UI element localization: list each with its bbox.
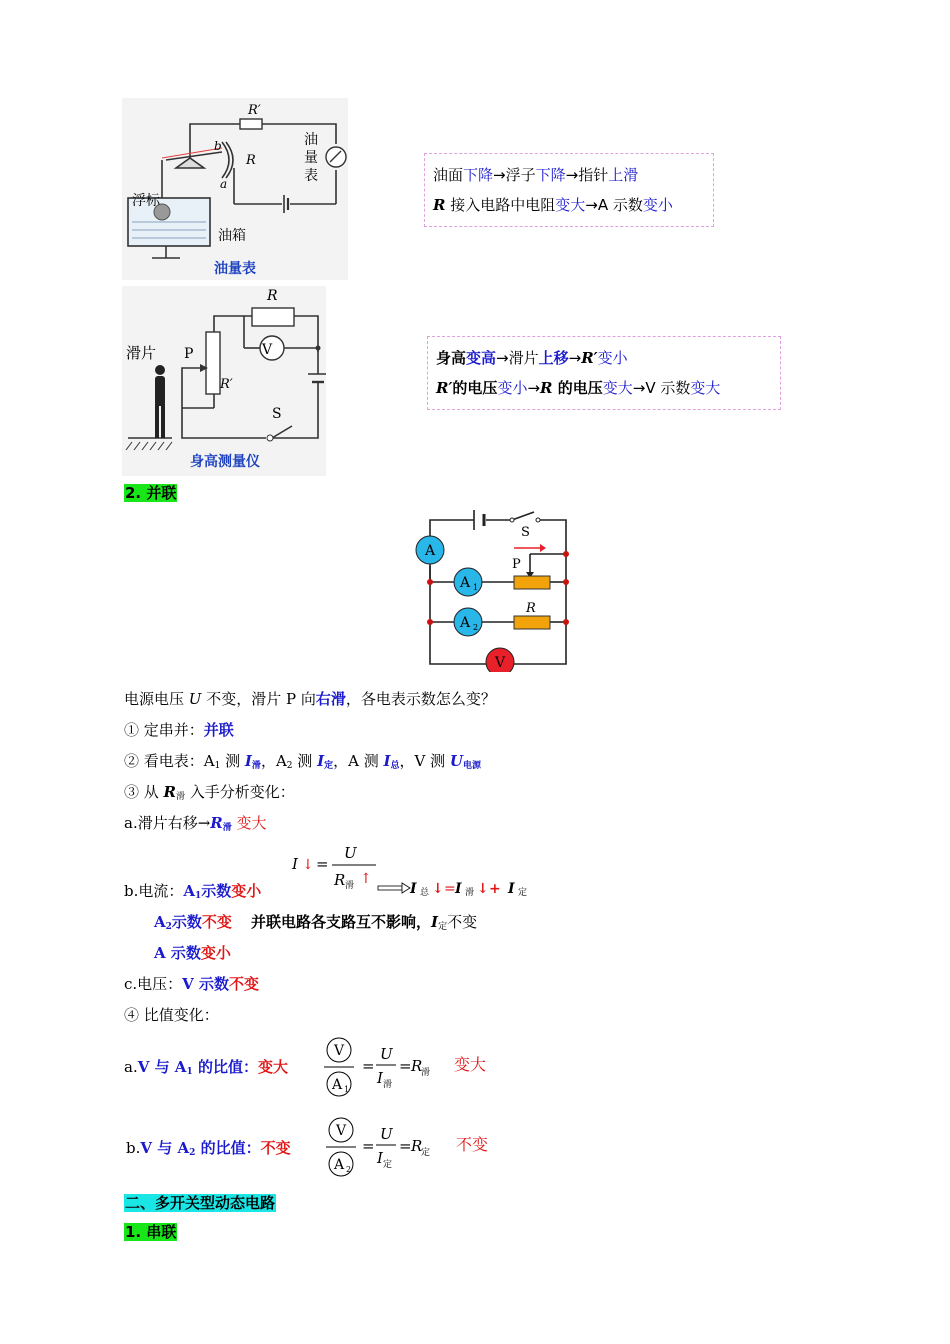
label-p: P [512, 557, 521, 572]
label-s: S [521, 525, 530, 540]
svg-text:滑: 滑 [383, 1080, 393, 1090]
svg-text:U: U [380, 1125, 393, 1143]
box1-line1: 油面下降→浮子下降→指针上滑 [433, 166, 639, 184]
label-a2: A [459, 615, 471, 631]
svg-text:U: U [344, 844, 357, 862]
label-float: 浮标 [132, 193, 160, 209]
step3c-line: c.电压：V 示数不变 [124, 975, 260, 993]
svg-text:V: V [333, 1043, 345, 1059]
parallel-circuit-diagram [408, 506, 578, 672]
svg-text:I: I [455, 881, 462, 897]
svg-text:A: A [333, 1157, 345, 1173]
svg-text:I: I [508, 881, 515, 897]
ratio-a-formula [320, 1034, 510, 1102]
svg-text:总: 总 [420, 888, 430, 898]
label-r-prime: R′ [248, 103, 261, 118]
svg-text:I: I [377, 1069, 383, 1087]
section-parallel-heading: 2. 并联 [125, 484, 177, 502]
svg-text:2: 2 [346, 1165, 352, 1174]
label-meter-2: 量 [304, 150, 318, 166]
label-r: R [267, 288, 278, 304]
person-silhouette [155, 365, 165, 438]
label-v: V [494, 655, 506, 671]
step2-line: ② 看电表：$A_1$ 测 $I_滑$，$A_2$ 测 $I_定$，A 测 $I_总$，V 测 $U_{电源}$ [124, 752, 482, 771]
height-meter-analysis-box [427, 336, 781, 410]
ratio-b-formula [322, 1114, 512, 1182]
label-a1-sub: 1 [473, 583, 479, 592]
section-multi-switch-heading: 二、多开关型动态电路 [125, 1194, 276, 1212]
svg-text:滑: 滑 [345, 881, 355, 891]
implies-arrow [378, 883, 410, 893]
svg-text:↓: ↓ [302, 857, 314, 873]
svg-text:定: 定 [421, 1148, 431, 1158]
svg-text:↑: ↑ [360, 871, 372, 887]
svg-text:U: U [380, 1045, 393, 1063]
label-r-prime: R′ [220, 377, 233, 392]
svg-text:=: = [362, 1057, 375, 1075]
svg-text:定: 定 [518, 888, 528, 898]
svg-text:=: = [399, 1057, 412, 1075]
label-tank: 油箱 [218, 228, 246, 244]
svg-text:R: R [334, 871, 346, 889]
label-s: S [272, 406, 282, 422]
fixed-resistor [514, 616, 550, 629]
label-a: A [424, 543, 436, 559]
label-b: b [214, 139, 222, 153]
box2-line2: R′的电压变小→R 的电压变大→V 示数变大 [436, 379, 721, 397]
svg-text:+: + [489, 881, 501, 897]
box2-line1: 身高变高→滑片上移→R′变小 [436, 349, 628, 367]
fuel-gauge-diagram [122, 98, 348, 280]
svg-text:定: 定 [383, 1160, 393, 1170]
label-meter-3: 表 [304, 168, 318, 184]
label-slider: 滑片 [126, 344, 157, 362]
svg-text:=: = [399, 1137, 412, 1155]
svg-text:滑: 滑 [465, 888, 475, 898]
svg-text:=: = [444, 881, 456, 897]
svg-text:R: R [411, 1137, 423, 1155]
ratio-b-label: b.V 与 $A_2$ 的比值：不变 [126, 1139, 291, 1158]
label-a1: A [459, 575, 471, 591]
svg-text:I: I [377, 1149, 383, 1167]
svg-text:↓: ↓ [432, 881, 444, 897]
fig2-caption: 身高测量仪 [190, 454, 260, 470]
step3b-line: b.电流：$A_1$示数变小 [124, 882, 262, 901]
step3b3-line: A 示数变小 [154, 944, 231, 962]
label-v: V [261, 342, 273, 358]
fig1-caption: 油量表 [214, 261, 256, 277]
svg-text:1: 1 [344, 1085, 350, 1094]
svg-text:变大: 变大 [454, 1055, 487, 1074]
step4-line: ④ 比值变化： [124, 1006, 219, 1024]
current-formula [290, 840, 540, 902]
height-meter-figure [122, 286, 326, 476]
label-p: P [184, 346, 194, 362]
label-r: R [246, 153, 256, 168]
section-series-heading: 1. 串联 [125, 1223, 177, 1241]
ratio-a-label: a.V 与 $A_1$ 的比值：变大 [124, 1058, 288, 1077]
svg-text:R: R [411, 1057, 423, 1075]
svg-text:A: A [331, 1077, 343, 1093]
step3b2-line: $A_2$示数不变 并联电路各支路互不影响，$I_定$不变 [154, 913, 478, 932]
svg-text:滑: 滑 [421, 1068, 431, 1078]
svg-text:不变: 不变 [456, 1135, 489, 1154]
svg-text:=: = [316, 855, 329, 873]
fuel-gauge-figure [122, 98, 348, 280]
height-meter-diagram [122, 286, 326, 476]
svg-text:↓: ↓ [477, 881, 489, 897]
svg-text:I: I [410, 881, 417, 897]
svg-text:=: = [362, 1137, 375, 1155]
step1-line: ① 定串并：并联 [124, 721, 234, 739]
fuel-gauge-analysis-box [424, 153, 714, 227]
svg-text:I: I [292, 855, 298, 873]
label-meter-1: 油 [304, 132, 318, 148]
step3a-line: a.滑片右移$\to R_滑$ 变大 [124, 814, 267, 833]
box1-line2: R 接入电路中电阻变大→A 示数变小 [433, 196, 673, 214]
label-a2-sub: 2 [473, 623, 479, 632]
label-r: R [526, 601, 536, 616]
label-a: a [220, 177, 228, 191]
svg-text:V: V [335, 1123, 347, 1139]
question-line: 电源电压 U 不变，滑片 P 向右滑，各电表示数怎么变？ [124, 690, 496, 708]
rheostat-resistor [514, 576, 550, 589]
step3-line: ③ 从 $R_滑$ 入手分析变化： [124, 783, 295, 802]
